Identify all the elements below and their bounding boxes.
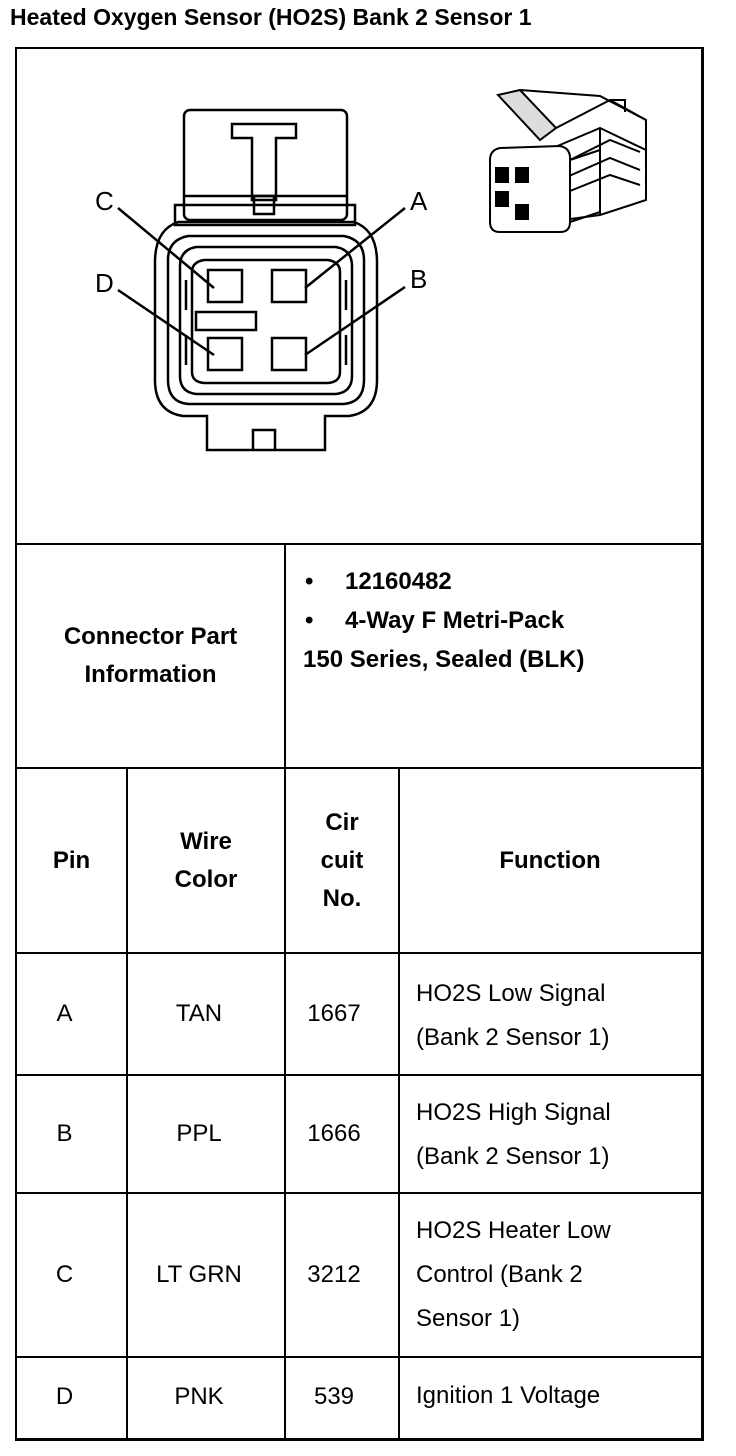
row-c-function bbox=[416, 1209, 611, 1341]
header-circuit-line3: No. bbox=[322, 884, 362, 912]
header-circuit-line1: Cir bbox=[325, 808, 359, 836]
row-b-function-line: HO2S High Signal bbox=[416, 1099, 611, 1126]
part-info-label-line1: Connector Part bbox=[63, 623, 238, 650]
row-a-function bbox=[416, 972, 609, 1060]
header-pin: Pin bbox=[52, 846, 91, 874]
header-wire-color bbox=[128, 769, 284, 952]
part-info-label bbox=[17, 545, 284, 767]
row-d-pin: D bbox=[55, 1383, 74, 1410]
row-c-function-line: Sensor 1) bbox=[416, 1305, 521, 1332]
header-function: Function bbox=[499, 846, 601, 874]
pin-label-b: B bbox=[410, 264, 428, 294]
row-d-circuit: 539 bbox=[313, 1383, 355, 1410]
row-a-pin: A bbox=[56, 1000, 73, 1027]
header-wire-color-line2: Color bbox=[174, 865, 238, 893]
connector-type-line1: 4-Way F Metri-Pack bbox=[345, 607, 565, 634]
row-b-function-line: (Bank 2 Sensor 1) bbox=[416, 1143, 610, 1170]
row-d-wire: PNK bbox=[174, 1383, 224, 1410]
pin-label-a: A bbox=[410, 186, 428, 216]
header-wire-color-line1: Wire bbox=[180, 827, 232, 855]
row-c-function-line: Control (Bank 2 bbox=[416, 1261, 583, 1288]
connector-type-item bbox=[303, 601, 584, 640]
pin-label-d: D bbox=[95, 268, 114, 298]
page-title: Heated Oxygen Sensor (HO2S) Bank 2 Sensor 1 bbox=[10, 4, 532, 30]
part-number-item bbox=[303, 562, 584, 601]
row-b-circuit: 1666 bbox=[307, 1120, 361, 1147]
row-a-wire: TAN bbox=[175, 1000, 223, 1027]
part-info-label-line2: Information bbox=[84, 661, 217, 688]
part-info-details bbox=[303, 562, 584, 679]
row-a-function-line: (Bank 2 Sensor 1) bbox=[416, 1024, 610, 1051]
connector-face-diagram bbox=[0, 0, 736, 545]
connector-isometric-icon bbox=[490, 90, 646, 232]
header-circuit-line2: cuit bbox=[320, 846, 364, 874]
part-number: 12160482 bbox=[345, 568, 452, 595]
row-a-circuit: 1667 bbox=[307, 1000, 361, 1027]
row-d-function bbox=[416, 1374, 600, 1418]
row-b-wire: PPL bbox=[176, 1120, 222, 1147]
row-b-function bbox=[416, 1091, 611, 1179]
bullet-icon: • bbox=[305, 607, 314, 634]
row-b-pin: B bbox=[56, 1120, 73, 1147]
header-circuit bbox=[286, 769, 398, 952]
row-c-circuit: 3212 bbox=[307, 1261, 361, 1288]
row-a-function-line: HO2S Low Signal bbox=[416, 980, 606, 1007]
pin-label-c: C bbox=[95, 186, 114, 216]
connector-type-line2: 150 Series, Sealed (BLK) bbox=[303, 646, 585, 673]
bullet-icon: • bbox=[305, 568, 314, 595]
row-c-pin: C bbox=[55, 1261, 74, 1288]
row-c-function-line: HO2S Heater Low bbox=[416, 1217, 611, 1244]
row-c-wire: LT GRN bbox=[156, 1261, 242, 1288]
row-d-function-line: Ignition 1 Voltage bbox=[416, 1382, 601, 1409]
